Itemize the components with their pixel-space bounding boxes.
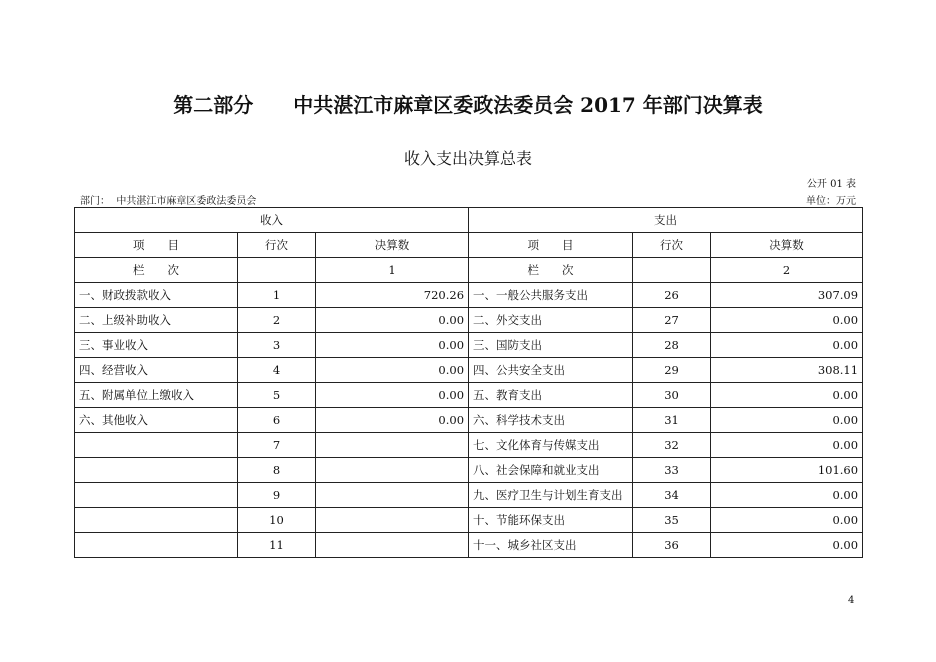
income-amount-cell: [316, 433, 469, 458]
income-line-cell: 8: [238, 458, 316, 483]
expense-amount-cell: 0.00: [711, 308, 863, 333]
income-item-header: 项 目: [75, 233, 238, 258]
expense-item-cell: 三、国防支出: [469, 333, 633, 358]
income-header: 收入: [75, 208, 469, 233]
expense-amount-cell: 0.00: [711, 508, 863, 533]
income-item-cell: [75, 483, 238, 508]
income-item-cell: 二、上级补助收入: [75, 308, 238, 333]
expense-line-cell: 30: [633, 383, 711, 408]
income-item-cell: 五、附属单位上缴收入: [75, 383, 238, 408]
expense-line-cell: 32: [633, 433, 711, 458]
income-item-cell: 一、财政拨款收入: [75, 283, 238, 308]
page-title: 第二部分 中共湛江市麻章区委政法委员会 2017 年部门决算表: [173, 93, 763, 117]
department-label: 部门：: [80, 196, 110, 207]
expense-line-cell: 35: [633, 508, 711, 533]
expense-amount-cell: 0.00: [711, 433, 863, 458]
form-number: 公开 01 表: [806, 179, 856, 190]
expense-line-header: 行次: [633, 233, 711, 258]
table-row: [75, 483, 863, 508]
income-amount-cell: 0.00: [316, 333, 469, 358]
income-amount-cell: [316, 533, 469, 558]
income-item-cell: [75, 508, 238, 533]
income-item-cell: 三、事业收入: [75, 333, 238, 358]
expense-item-cell: 八、社会保障和就业支出: [469, 458, 633, 483]
expense-item-cell: 四、公共安全支出: [469, 358, 633, 383]
empty-cell: [633, 258, 711, 283]
empty-cell: [238, 258, 316, 283]
table-title: 收入支出决算总表: [403, 149, 532, 168]
column-number-row: [75, 258, 863, 283]
expense-item-cell: 十一、城乡社区支出: [469, 533, 633, 558]
table-row: [75, 383, 863, 408]
income-line-cell: 5: [238, 383, 316, 408]
expense-line-cell: 26: [633, 283, 711, 308]
income-line-cell: 9: [238, 483, 316, 508]
income-line-cell: 6: [238, 408, 316, 433]
income-line-cell: 3: [238, 333, 316, 358]
expense-line-cell: 27: [633, 308, 711, 333]
table-row: [75, 508, 863, 533]
table-row: [75, 458, 863, 483]
expense-item-cell: 十、节能环保支出: [469, 508, 633, 533]
income-line-cell: 7: [238, 433, 316, 458]
expense-header: 支出: [469, 208, 863, 233]
income-amount-cell: 0.00: [316, 358, 469, 383]
income-item-cell: 四、经营收入: [75, 358, 238, 383]
expense-item-cell: 六、科学技术支出: [469, 408, 633, 433]
income-amount-cell: 0.00: [316, 308, 469, 333]
expense-item-cell: 七、文化体育与传媒支出: [469, 433, 633, 458]
income-item-cell: [75, 433, 238, 458]
expense-amount-cell: 308.11: [711, 358, 863, 383]
income-amount-header: 决算数: [316, 233, 469, 258]
department-name: 中共湛江市麻章区委政法委员会: [116, 196, 257, 207]
table-row: [75, 333, 863, 358]
expense-amount-cell: 0.00: [711, 333, 863, 358]
expense-line-cell: 33: [633, 458, 711, 483]
expense-line-cell: 36: [633, 533, 711, 558]
expense-item-cell: 五、教育支出: [469, 383, 633, 408]
expense-line-cell: 34: [633, 483, 711, 508]
income-column-label: 栏 次: [75, 258, 238, 283]
table-row: [75, 283, 863, 308]
column-header-row: [75, 233, 863, 258]
expense-column-number: 2: [711, 258, 863, 283]
expense-line-cell: 29: [633, 358, 711, 383]
income-line-cell: 10: [238, 508, 316, 533]
income-line-cell: 4: [238, 358, 316, 383]
page-number: 4: [848, 595, 855, 606]
expense-amount-cell: 307.09: [711, 283, 863, 308]
expense-item-cell: 一、一般公共服务支出: [469, 283, 633, 308]
table-row: [75, 308, 863, 333]
expense-amount-cell: 101.60: [711, 458, 863, 483]
income-amount-cell: [316, 508, 469, 533]
income-line-cell: 1: [238, 283, 316, 308]
income-amount-cell: 0.00: [316, 408, 469, 433]
expense-amount-cell: 0.00: [711, 408, 863, 433]
expense-item-cell: 二、外交支出: [469, 308, 633, 333]
income-amount-cell: 720.26: [316, 283, 469, 308]
expense-amount-cell: 0.00: [711, 383, 863, 408]
income-item-cell: 六、其他收入: [75, 408, 238, 433]
expense-item-header: 项 目: [469, 233, 633, 258]
income-item-cell: [75, 533, 238, 558]
income-line-header: 行次: [238, 233, 316, 258]
expense-column-label: 栏 次: [469, 258, 633, 283]
income-line-cell: 2: [238, 308, 316, 333]
expense-amount-cell: 0.00: [711, 483, 863, 508]
department-line: [80, 192, 256, 207]
income-column-number: 1: [316, 258, 469, 283]
expense-amount-cell: 0.00: [711, 533, 863, 558]
table-row: [75, 433, 863, 458]
income-item-cell: [75, 458, 238, 483]
expense-amount-header: 决算数: [711, 233, 863, 258]
income-expense-table: [74, 207, 863, 558]
income-amount-cell: [316, 483, 469, 508]
table-row: [75, 408, 863, 433]
unit-label: 单位：万元: [806, 196, 856, 207]
income-amount-cell: 0.00: [316, 383, 469, 408]
income-line-cell: 11: [238, 533, 316, 558]
expense-line-cell: 28: [633, 333, 711, 358]
income-amount-cell: [316, 458, 469, 483]
table-row: [75, 533, 863, 558]
expense-line-cell: 31: [633, 408, 711, 433]
expense-item-cell: 九、医疗卫生与计划生育支出: [469, 483, 633, 508]
section-header-row: [75, 208, 863, 233]
table-row: [75, 358, 863, 383]
